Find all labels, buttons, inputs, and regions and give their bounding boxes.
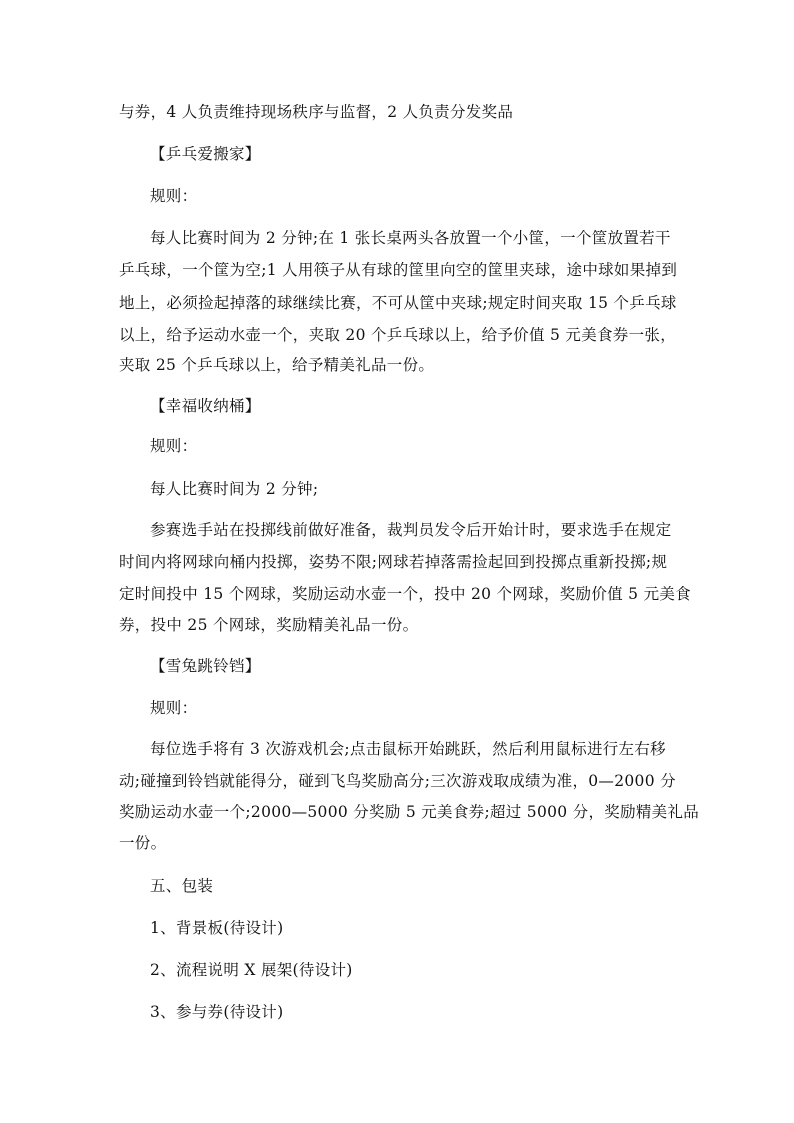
paragraph-line: 以上，给予运动水壶一个，夹取 20 个乒乓球以上，给予价值 5 元美食券一张， (119, 326, 676, 344)
paragraph-line: 定时间投中 15 个网球，奖励运动水壶一个，投中 20 个网球，奖励价值 5 元美食 (119, 585, 691, 603)
paragraph-line: 动;碰撞到铃铛就能得分，碰到飞鸟奖励高分;三次游戏取成绩为准，0—2000 分 (119, 772, 676, 790)
paragraph-line: 夹取 25 个乒乓球以上，给予精美礼品一份。 (119, 356, 435, 374)
section-heading: 【乒乓爱搬家】 (150, 145, 261, 163)
rule-label: 规则： (150, 699, 198, 717)
rule-label: 规则： (150, 437, 198, 455)
list-item: 1、背景板(待设计) (150, 919, 284, 937)
list-item: 2、流程说明 X 展架(待设计) (150, 961, 353, 979)
paragraph-line: 每位选手将有 3 次游戏机会;点击鼠标开始跳跃，然后利用鼠标进行左右移 (150, 740, 666, 758)
list-item: 3、参与券(待设计) (150, 1003, 284, 1021)
section-heading: 【幸福收纳桶】 (150, 397, 261, 415)
paragraph-line: 券，投中 25 个网球，奖励精美礼品一份。 (119, 616, 419, 634)
paragraph-line: 奖励运动水壶一个;2000—5000 分奖励 5 元美食券;超过 5000 分，奖励精美礼品 (119, 803, 700, 821)
rule-label: 规则： (150, 187, 198, 205)
paragraph-line: 时间内将网球向桶内投掷，姿势不限;网球若掉落需捡起回到投掷点重新投掷;规 (119, 553, 668, 571)
paragraph-line: 地上，必须捡起掉落的球继续比赛，不可从筐中夹球;规定时间夹取 15 个乒乓球 (119, 294, 677, 312)
paragraph-line: 一份。 (119, 834, 167, 852)
section-heading: 五、包装 (150, 877, 214, 895)
paragraph-line: 乒乓球，一个筐为空;1 人用筷子从有球的筐里向空的筐里夹球，途中球如果掉到 (119, 261, 678, 279)
paragraph-line: 每人比赛时间为 2 分钟; (150, 480, 319, 498)
paragraph-line: 与券，4 人负责维持现场秩序与监督，2 人负责分发奖品 (119, 103, 514, 121)
section-heading: 【雪兔跳铃铛】 (150, 657, 261, 675)
paragraph-line: 每人比赛时间为 2 分钟;在 1 张长桌两头各放置一个小筐，一个筐放置若干 (150, 229, 671, 247)
paragraph-line: 参赛选手站在投掷线前做好准备，裁判员发令后开始计时，要求选手在规定 (150, 521, 672, 539)
